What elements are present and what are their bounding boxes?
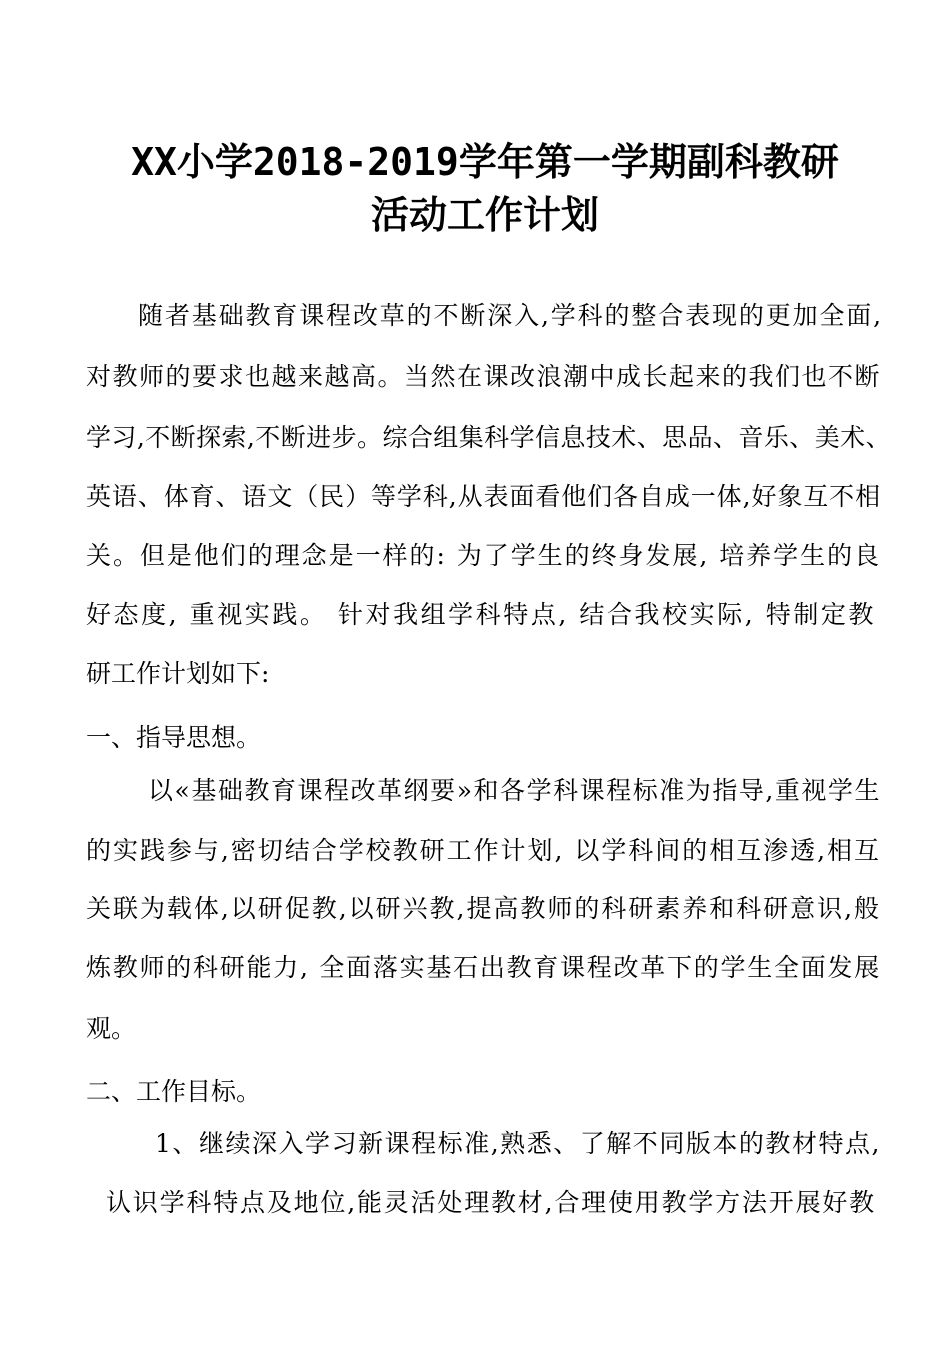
paragraph-line: 好态度, 重视实践。 针对我组学科特点, 结合我校实际, 特制定教 [86, 600, 876, 629]
paragraph-line: 炼教师的科研能力, 全面落实基石出教育课程改革下的学生全面发展 [86, 953, 881, 982]
paragraph-line: 关联为载体,以研促教,以研兴教,提高教师的科研素养和科研意识,般 [86, 894, 881, 923]
section-heading-work-goals: 二、工作目标。 [86, 1077, 262, 1106]
paragraph-line: 随者基础教育课程改草的不断深入,学科的整合表现的更加全面, [138, 301, 883, 330]
paragraph-line: 观。 [86, 1014, 137, 1043]
paragraph-line: 1、继续深入学习新课程标准,熟悉、了解不同版本的教材特点, [155, 1129, 881, 1158]
paragraph-line: 学习,不断探索,不断进步。综合组集科学信息技术、思品、音乐、美术、 [86, 423, 891, 452]
paragraph-line: 认识学科特点及地位,能灵活处理教材,合理使用教学方法开展好教 [106, 1188, 876, 1217]
paragraph-line: 关。但是他们的理念是一样的: 为了学生的终身发展, 培养学生的良 [86, 541, 881, 570]
paragraph-line: 对教师的要求也越来越高。当然在课改浪潮中成长起来的我们也不断 [86, 362, 881, 391]
title-line-2: 活动工作计划 [370, 193, 599, 237]
paragraph-line: 以«基础教育课程改革纲要»和各学科课程标准为指导,重视学生 [148, 776, 881, 805]
title-line-1: XX小学2018-2019学年第一学期副科教研 [131, 140, 839, 184]
paragraph-line: 研工作计划如下: [86, 659, 270, 688]
paragraph-line: 的实践参与,密切结合学校教研工作计划, 以学科间的相互渗透,相互 [86, 836, 881, 865]
paragraph-line: 英语、体育、语文（民）等学科,从表面看他们各自成一体,好象互不相 [86, 482, 881, 511]
section-heading-guiding-thought: 一、指导思想。 [86, 723, 262, 752]
